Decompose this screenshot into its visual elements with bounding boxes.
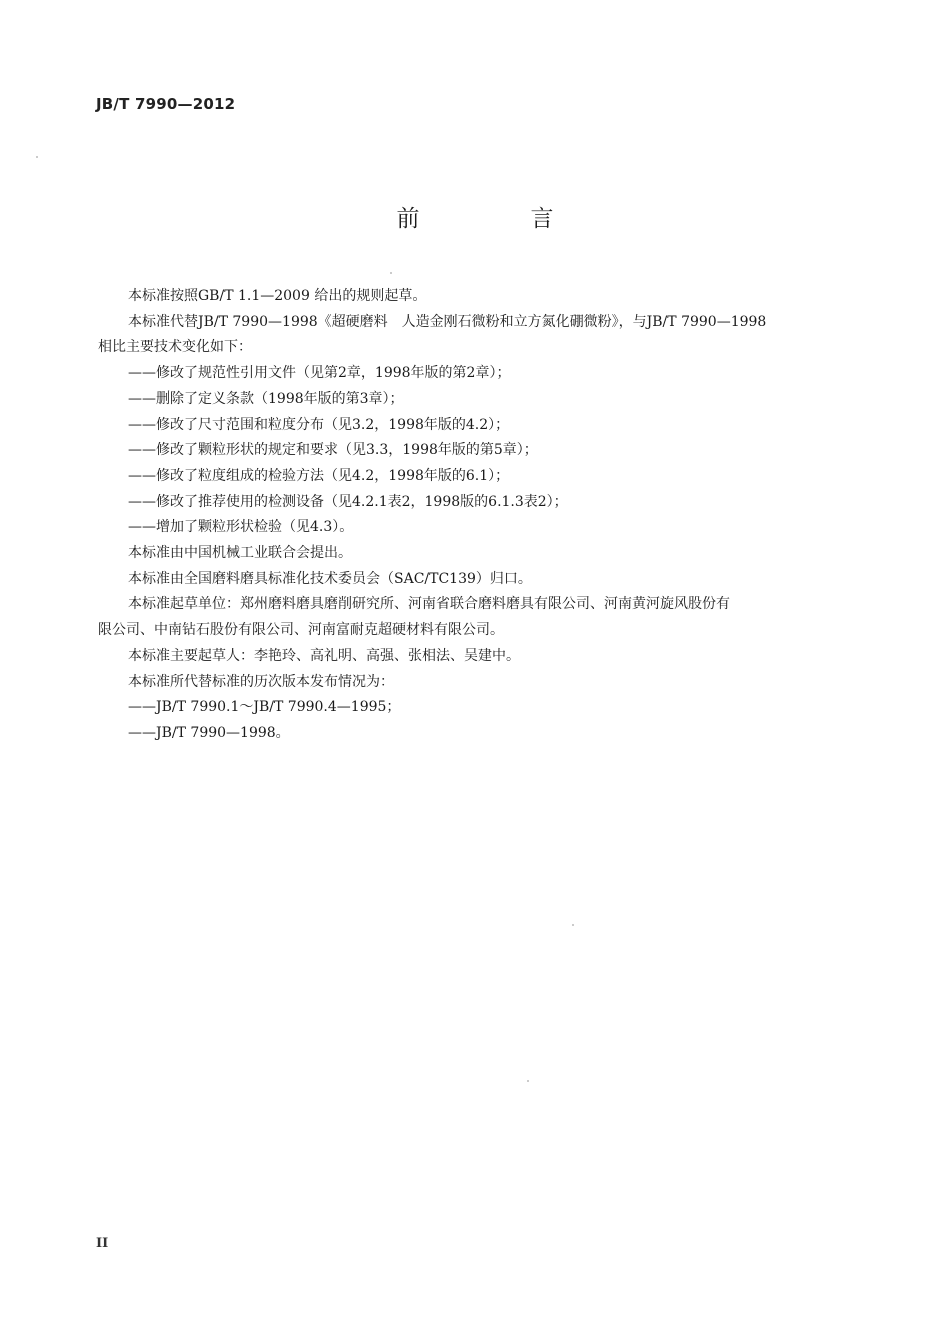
paragraph-history-intro: 本标准所代替标准的历次版本发布情况为： xyxy=(128,673,394,690)
paragraph-drafting-rules: 本标准按照GB/T 1.1—2009 给出的规则起草。 xyxy=(128,288,427,304)
paragraph-drafting-units-line1: 本标准起草单位：郑州磨料磨具磨削研究所、河南省联合磨料磨具有限公司、河南黄河旋风股份有 xyxy=(128,596,730,613)
history-item: ——JB/T 7990.1～JB/T 7990.4—1995； xyxy=(128,699,401,716)
paragraph-drafting-units-line2: 限公司、中南钻石股份有限公司、河南富耐克超硬材料有限公司。 xyxy=(98,622,504,639)
change-item: ——修改了尺寸范围和粒度分布（见3.2，1998年版的4.2）； xyxy=(128,416,510,433)
change-item: ——修改了粒度组成的检验方法（见4.2，1998年版的6.1）； xyxy=(128,467,510,484)
change-item: ——增加了颗粒形状检验（见4.3）。 xyxy=(128,519,354,536)
foreword-body xyxy=(98,284,858,747)
paragraph-replaces-line1: 本标准代替JB/T 7990—1998《超硬磨料 人造金刚石微粉和立方氮化硼微粉》，与JB/T 7990—1998 xyxy=(128,313,767,330)
change-item: ——修改了规范性引用文件（见第2章，1998年版的第2章）； xyxy=(128,365,511,382)
history-item: ——JB/T 7990—1998。 xyxy=(128,724,290,741)
scan-speck xyxy=(527,1080,529,1082)
scan-speck xyxy=(36,156,38,158)
scan-speck xyxy=(390,272,392,274)
change-item: ——修改了颗粒形状的规定和要求（见3.3，1998年版的第5章）； xyxy=(128,442,538,459)
scan-speck xyxy=(572,924,574,926)
change-item: ——修改了推荐使用的检测设备（见4.2.1表2，1998版的6.1.3表2）； xyxy=(128,493,568,510)
page-number: II xyxy=(96,1236,109,1251)
paragraph-proposed-by: 本标准由中国机械工业联合会提出。 xyxy=(128,545,352,562)
paragraph-centralized-by: 本标准由全国磨料磨具标准化技术委员会（SAC/TC139）归口。 xyxy=(128,570,532,587)
paragraph-main-drafters: 本标准主要起草人：李艳玲、高礼明、高强、张相法、吴建中。 xyxy=(128,647,520,664)
page-title: 前 言 xyxy=(396,206,598,232)
standard-code: JB/T 7990—2012 xyxy=(96,95,236,113)
paragraph-replaces-line2: 相比主要技术变化如下： xyxy=(98,339,252,356)
change-item: ——删除了定义条款（1998年版的第3章）； xyxy=(128,390,404,407)
